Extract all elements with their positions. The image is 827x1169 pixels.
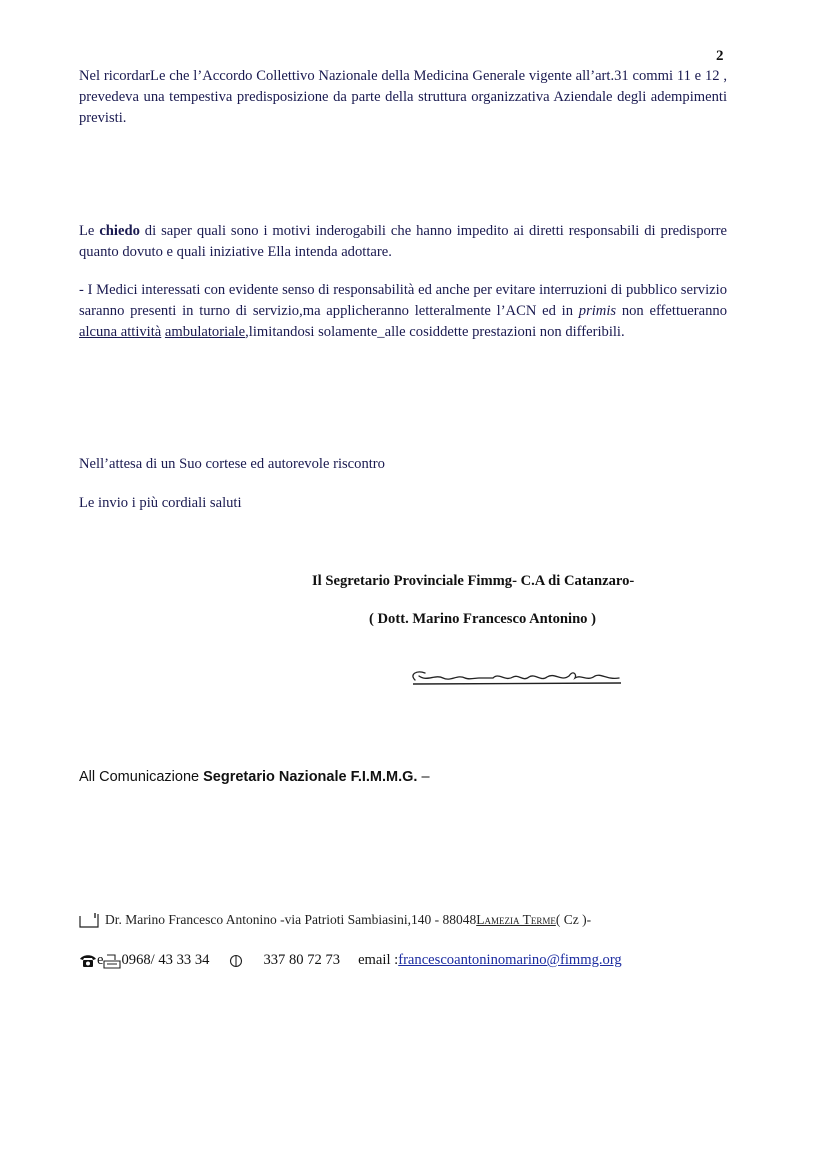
cc-line [79, 769, 430, 785]
doctors-underline-2: ambulatoriale [164, 324, 246, 340]
paragraph-doctors [79, 280, 727, 343]
envelope-icon [79, 912, 99, 928]
email-label: email : [358, 952, 399, 968]
handwritten-signature [405, 664, 625, 694]
mobile-number: 337 80 72 73 [263, 952, 341, 968]
doctors-text-3: ,limitandosi solamente_alle cosiddette prestazioni non differibili. [245, 324, 625, 340]
doctors-text-1: - I Medici interessati con evidente senso di responsabilità ed anche per evitare interruzioni di pubblico servizio saranno presenti in turno di servizio,ma applicheranno letteralmente l’ACN ed in [79, 282, 727, 319]
signatory-name: ( Dott. Marino Francesco Antonino ) [369, 611, 596, 627]
doctors-italic: primis [578, 303, 617, 319]
mobile-phone-icon [229, 953, 243, 969]
request-rest: di saper quali sono i motivi inderogabili che hanno impedito ai diretti responsabili di predisporre quanto dovuto e quali iniziative Ella intenda adottare. [79, 223, 727, 260]
fax-icon [103, 953, 121, 969]
footer-city: Lamezia Terme [476, 912, 556, 927]
request-bold-verb: chiedo [99, 223, 140, 239]
email-link[interactable]: francescoantoninomarino@fimmg.org [398, 952, 622, 968]
footer-contacts [79, 952, 622, 969]
cc-prefix: All Comunicazione [79, 769, 204, 785]
cc-recipient: Segretario Nazionale F.I.M.M.G. [203, 769, 418, 785]
cc-suffix: – [417, 769, 430, 785]
doctors-underline-1: alcuna attività [79, 324, 162, 340]
paragraph-request [79, 221, 727, 263]
phone-number: 0968/ 43 33 34 [121, 952, 210, 968]
telephone-icon [79, 954, 97, 968]
footer-address [79, 912, 591, 928]
signatory-title: Il Segretario Provinciale Fimmg- C.A di Catanzaro- [312, 573, 635, 589]
paragraph-reminder: Nel ricordarLe che l’Accordo Collettivo Nazionale della Medicina Generale vigente all’art.31 commi 11 e 12 , prevedeva una tempestiva predisposizione da parte della struttura organizzativa Aziendale degli adempimenti previsti. [79, 68, 727, 126]
page-number: 2 [716, 48, 724, 64]
closing-line-2: Le invio i più cordiali saluti [79, 495, 242, 511]
request-lead: Le [79, 223, 100, 239]
phone-connector: e [97, 952, 104, 968]
closing-line-1: Nell’attesa di un Suo cortese ed autorevole riscontro [79, 456, 385, 472]
footer-province: ( Cz )- [555, 912, 592, 927]
doctors-text-2: non effettueranno [616, 303, 728, 319]
footer-address-text: Dr. Marino Francesco Antonino -via Patrioti Sambiasini,140 - 88048 [105, 912, 477, 927]
